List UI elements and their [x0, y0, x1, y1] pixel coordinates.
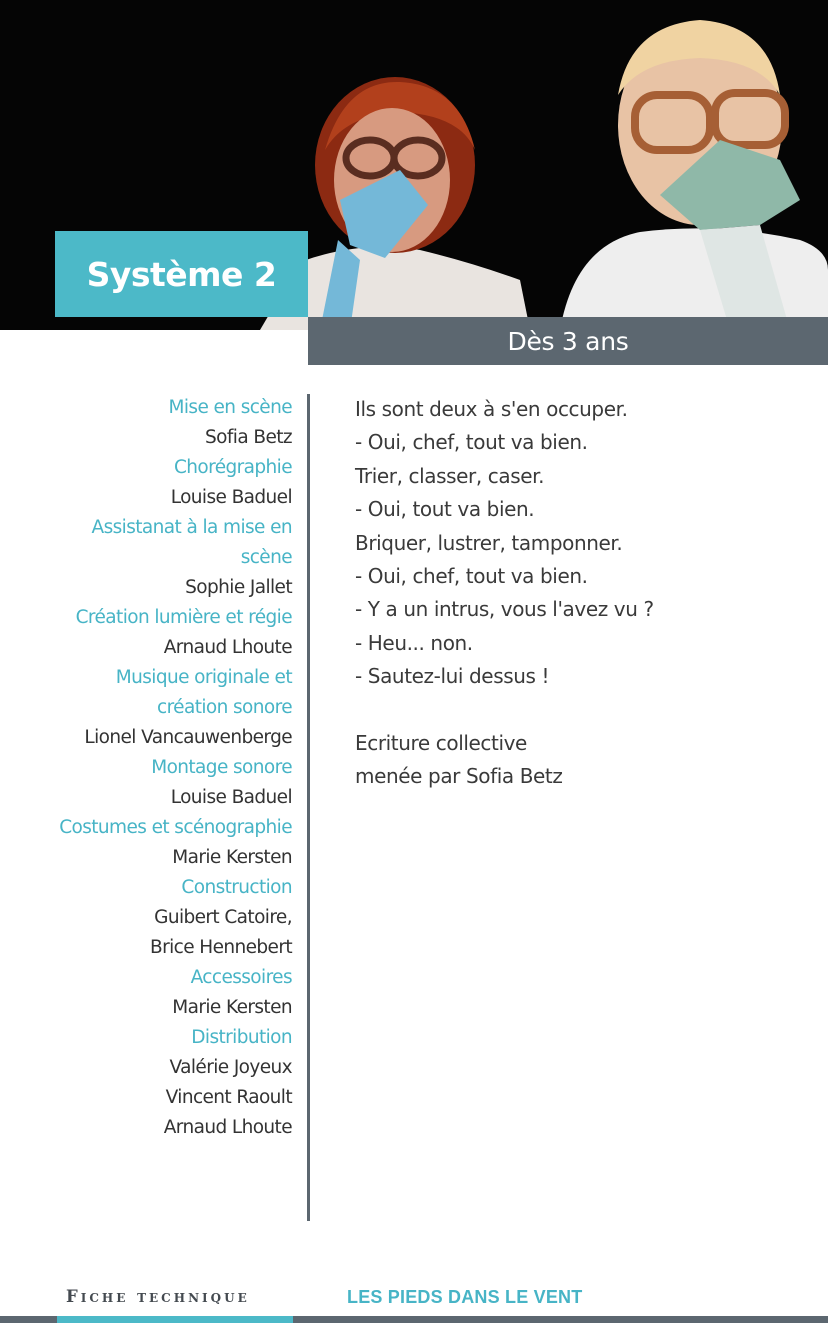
credit-role: Mise en scène [168, 397, 292, 418]
credit-role: scène [240, 547, 292, 568]
credit-role: Assistanat à la mise en [91, 517, 292, 538]
age-badge: Dès 3 ans [308, 317, 828, 365]
credit-name: Arnaud Lhoute [163, 637, 292, 658]
credit-name: Sofia Betz [205, 427, 292, 448]
credit-name: Marie Kersten [172, 847, 292, 868]
credit-role: Montage sonore [151, 757, 292, 778]
synopsis-line: Trier, classer, caser. [355, 463, 545, 488]
credits-list [40, 393, 292, 1143]
footer-company-name: LES PIEDS DANS LE VENT [347, 1287, 583, 1307]
credit-name: Arnaud Lhoute [163, 1117, 292, 1138]
synopsis-line: - Oui, tout va bien. [355, 497, 535, 522]
credit-name: Louise Baduel [170, 487, 292, 508]
credit-name: Brice Hennebert [150, 937, 292, 958]
credit-role: Costumes et scénographie [59, 817, 292, 838]
synopsis-line: Briquer, lustrer, tamponner. [355, 530, 623, 555]
footer-bar-accent [57, 1316, 293, 1323]
paragraph-gap [355, 694, 795, 727]
synopsis-line: - Y a un intrus, vous l'avez vu ? [355, 597, 654, 622]
synopsis-line: Ils sont deux à s'en occuper. [355, 397, 628, 421]
credit-role: Distribution [191, 1027, 292, 1048]
credit-name: Sophie Jallet [185, 577, 292, 598]
synopsis-line: - Oui, chef, tout va bien. [355, 564, 588, 589]
credit-role: création sonore [157, 697, 292, 718]
credit-role: Construction [181, 877, 292, 898]
credit-name: Louise Baduel [170, 787, 292, 808]
credit-role: Chorégraphie [173, 457, 292, 478]
synopsis-line: - Oui, chef, tout va bien. [355, 430, 588, 455]
credit-name: Valérie Joyeux [169, 1057, 292, 1078]
credit-name: Lionel Vancauwenberge [84, 727, 292, 748]
writing-credit: menée par Sofia Betz [355, 764, 563, 789]
synopsis-text [355, 393, 795, 793]
show-title: Système 2 [55, 231, 308, 317]
synopsis-line: - Heu... non. [355, 630, 473, 655]
synopsis-line: - Sautez-lui dessus ! [355, 664, 550, 689]
credit-name: Marie Kersten [172, 997, 292, 1018]
credit-name: Guibert Catoire, [154, 907, 292, 928]
credit-role: Création lumière et régie [75, 607, 292, 628]
credit-name: Vincent Raoult [165, 1087, 292, 1108]
column-divider [307, 394, 310, 1221]
credit-role: Accessoires [190, 967, 292, 988]
credit-role: Musique originale et [115, 667, 292, 688]
footer-section-label: Fiche technique [66, 1287, 250, 1306]
writing-credit: Ecriture collective [355, 730, 527, 755]
